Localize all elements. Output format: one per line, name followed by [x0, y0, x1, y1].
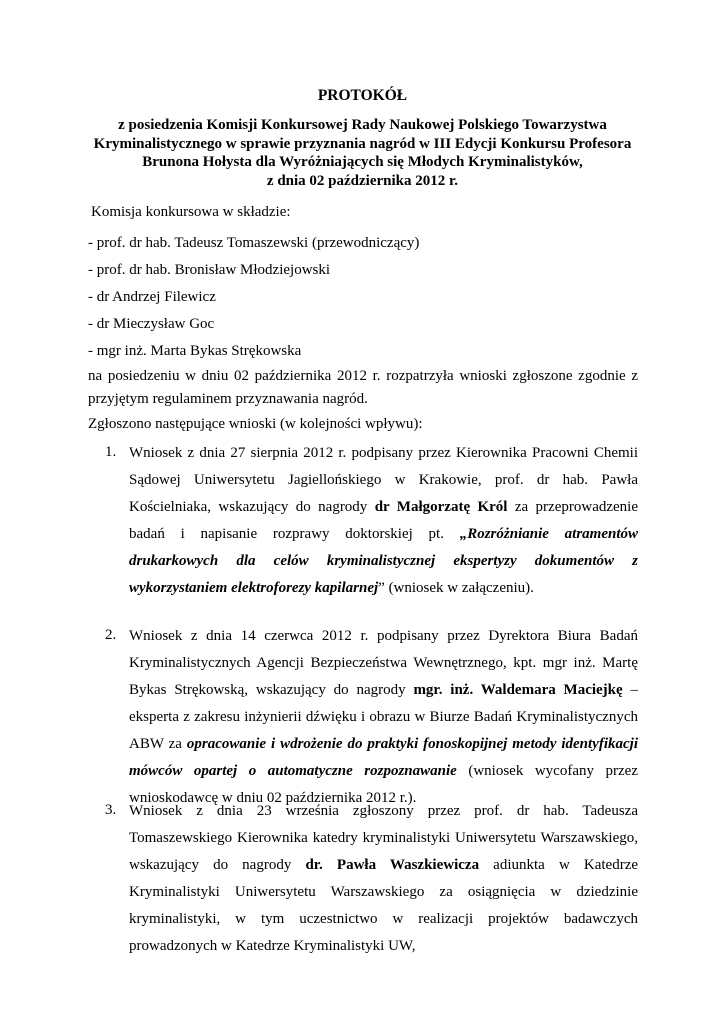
subtitle-line: Brunona Hołysta dla Wyróżniających się Młodych Kryminalistyków,	[142, 154, 583, 170]
work-title: opracowanie i wdrożenie do praktyki fonoskopijnej metody identyfikacji mówców opartej o automatyczne rozpoznawanie	[129, 736, 638, 779]
application-text: Wniosek z dnia 14 czerwca 2012 r. podpisany przez Dyrektora Biura Badań Kryminalistycznych Agencji Bezpieczeństwa Wewnętrznego, kpt. mgr inż. Martę Bykas Strękowską, wskazujący do nagrody mgr. inż. Waldemara Maciejkę – eksperta z zakresu inżynierii dźwięku i obrazu w Biurze Badań Kryminalistycznych ABW za opracowanie i wdrożenie do praktyki fonoskopijnej metody identyfikacji mówców opartej o automatyczne rozpoznawanie (wniosek wycofany przez wnioskodawcę w dniu 02 października 2012 r.).	[129, 628, 638, 806]
subtitle-line: z dnia 02 października 2012 r.	[266, 172, 459, 189]
committee-member: - dr Mieczysław Goc	[88, 316, 215, 332]
application-text: Wniosek z dnia 27 sierpnia 2012 r. podpisany przez Kierownika Pracowni Chemii Sądowej Uniwersytetu Jagiellońskiego w Krakowie, prof. dr hab. Pawła Kościelniaka, wskazujący do nagrody dr Małgorzatę Król za przeprowadzenie badań i napisanie rozprawy doktorskiej pt. „Rozróżnianie atramentów drukarkowych dla celów kryminalistycznej ekspertyzy dokumentów z wykorzystaniem elektroforezy kapilarnej” (wniosek w załączeniu).	[129, 445, 638, 596]
applications-intro: Zgłoszono następujące wnioski (w kolejności wpływu):	[88, 416, 423, 432]
nominee-name: mgr. inż. Waldemara Maciejkę	[413, 682, 623, 698]
nominee-name: dr Małgorzatę Król	[374, 499, 508, 515]
subtitle-line: z posiedzenia Komisji Konkursowej Rady Naukowej Polskiego Towarzystwa	[118, 117, 607, 133]
committee-member: - prof. dr hab. Tadeusz Tomaszewski (przewodniczący)	[88, 235, 420, 251]
application-number: 1.	[105, 444, 117, 460]
committee-member: - mgr inż. Marta Bykas Strękowska	[88, 343, 302, 359]
committee-intro: Komisja konkursowa w składzie:	[91, 204, 291, 220]
nominee-name: dr. Pawła Waszkiewicza	[305, 857, 480, 873]
session-paragraph: na posiedzeniu w dniu 02 października 2012 r. rozpatrzyła wnioski zgłoszone zgodnie z przyjętym regulaminem przyznawania nagród.	[88, 368, 638, 407]
committee-member: - prof. dr hab. Bronisław Młodziejowski	[88, 262, 331, 278]
application-number: 3.	[105, 802, 117, 818]
application-number: 2.	[105, 627, 117, 643]
application-text: Wniosek z dnia 23 września zgłoszony przez prof. dr hab. Tadeusza Tomaszewskiego Kierownika katedry kryminalistyki Uniwersytetu Warszawskiego, wskazujący do nagrody dr. Pawła Waszkiewicza adiunkta w Katedrze Kryminalistyki Uniwersytetu Warszawskiego za osiągnięcia w dziedzinie kryminalistyki, w tym uczestnictwo w realizacji projektów badawczych prowadzonych w Katedrze Kryminalistyki UW,	[129, 803, 639, 954]
document-title: PROTOKÓŁ	[317, 87, 408, 104]
work-title: „Rozróżnianie atramentów drukarkowych dla celów kryminalistycznej ekspertyzy dokumentów z wykorzystaniem elektroforezy kapilarnej	[129, 526, 638, 596]
document-subtitle	[60, 116, 665, 190]
subtitle-line: Kryminalistycznego w sprawie przyznania nagród w III Edycji Konkursu Profesora	[93, 135, 632, 152]
committee-member: - dr Andrzej Filewicz	[88, 289, 216, 305]
